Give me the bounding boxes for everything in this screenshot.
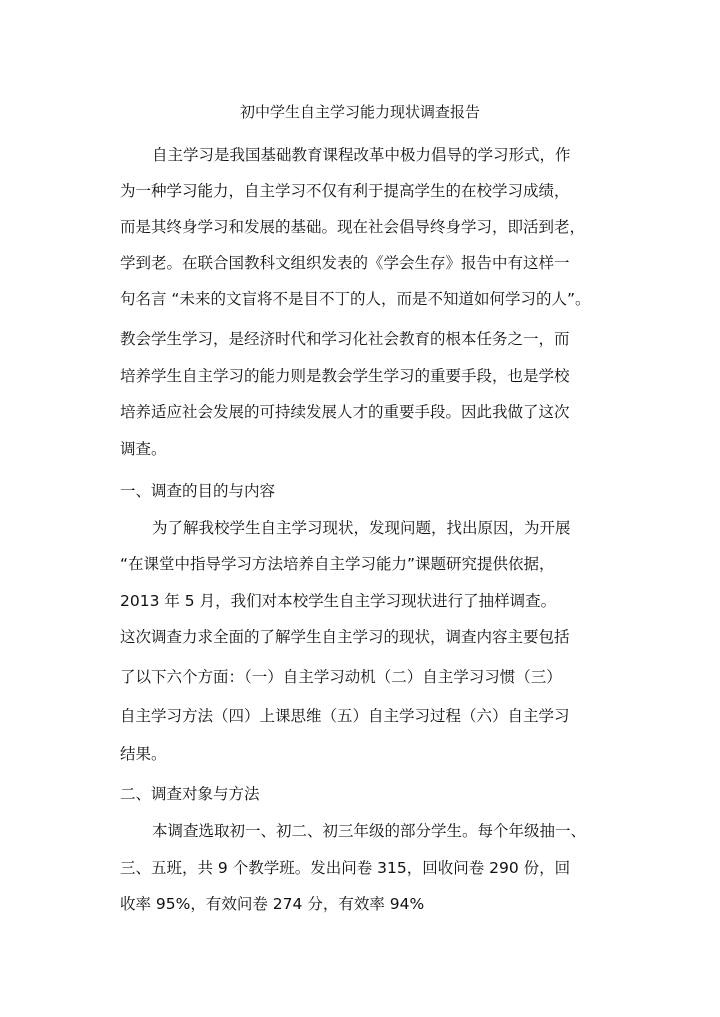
paragraph-line: 为一种学习能力，自主学习不仅有利于提高学生的在校学习成绩， (120, 182, 570, 200)
paragraph-line: 教会学生学习，是经济时代和学习化社会教育的根本任务之一，而 (120, 330, 570, 348)
paragraph-line: 了以下六个方面：（一）自主学习动机（二）自主学习习惯（三） (120, 668, 562, 686)
paragraph-line: 2013 年 5 月，我们对本校学生自主学习现状进行了抽样调查。 (120, 592, 557, 610)
section-heading: 一、调查的目的与内容 (120, 482, 276, 500)
paragraph-line: 本调查选取初一、初二、初三年级的部分学生。每个年级抽一、 (152, 822, 587, 840)
paragraph-line: 收率 95%，有效问卷 274 分，有效率 94% (120, 895, 425, 913)
page-title: 初中学生自主学习能力现状调查报告 (239, 103, 480, 121)
paragraph-line: 句名言 “未来的文盲将不是目不丁的人，而是不知道如何学习的人”。 (120, 290, 591, 308)
paragraph-line: 为了解我校学生自主学习现状，发现问题，找出原因，为开展 (152, 519, 571, 537)
paragraph-line: 而是其终身学习和发展的基础。现在社会倡导终身学习，即活到老， (120, 218, 586, 236)
section-heading: 二、调查对象与方法 (120, 785, 260, 803)
paragraph-line: 调查。 (120, 440, 167, 458)
paragraph-line: 学到老。在联合国教科文组织发表的《学会生存》报告中有这样一 (120, 254, 570, 272)
paragraph-line: 三、五班，共 9 个教学班。发出问卷 315，回收问卷 290 份，回 (120, 859, 571, 877)
paragraph-line: 培养适应社会发展的可持续发展人才的重要手段。因此我做了这次 (120, 403, 570, 421)
paragraph-line: 这次调查力求全面的了解学生自主学习的现状，调查内容主要包括 (120, 628, 570, 646)
paragraph-line: 结果。 (120, 745, 167, 763)
paragraph-line: 自主学习方法（四）上课思维（五）自主学习过程（六）自主学习 (120, 707, 570, 725)
paragraph-line: 自主学习是我国基础教育课程改革中极力倡导的学习形式，作 (152, 146, 571, 164)
paragraph-line: “在课堂中指导学习方法培养自主学习能力”课题研究提供依据， (120, 555, 555, 573)
paragraph-line: 培养学生自主学习的能力则是教会学生学习的重要手段，也是学校 (120, 367, 570, 385)
